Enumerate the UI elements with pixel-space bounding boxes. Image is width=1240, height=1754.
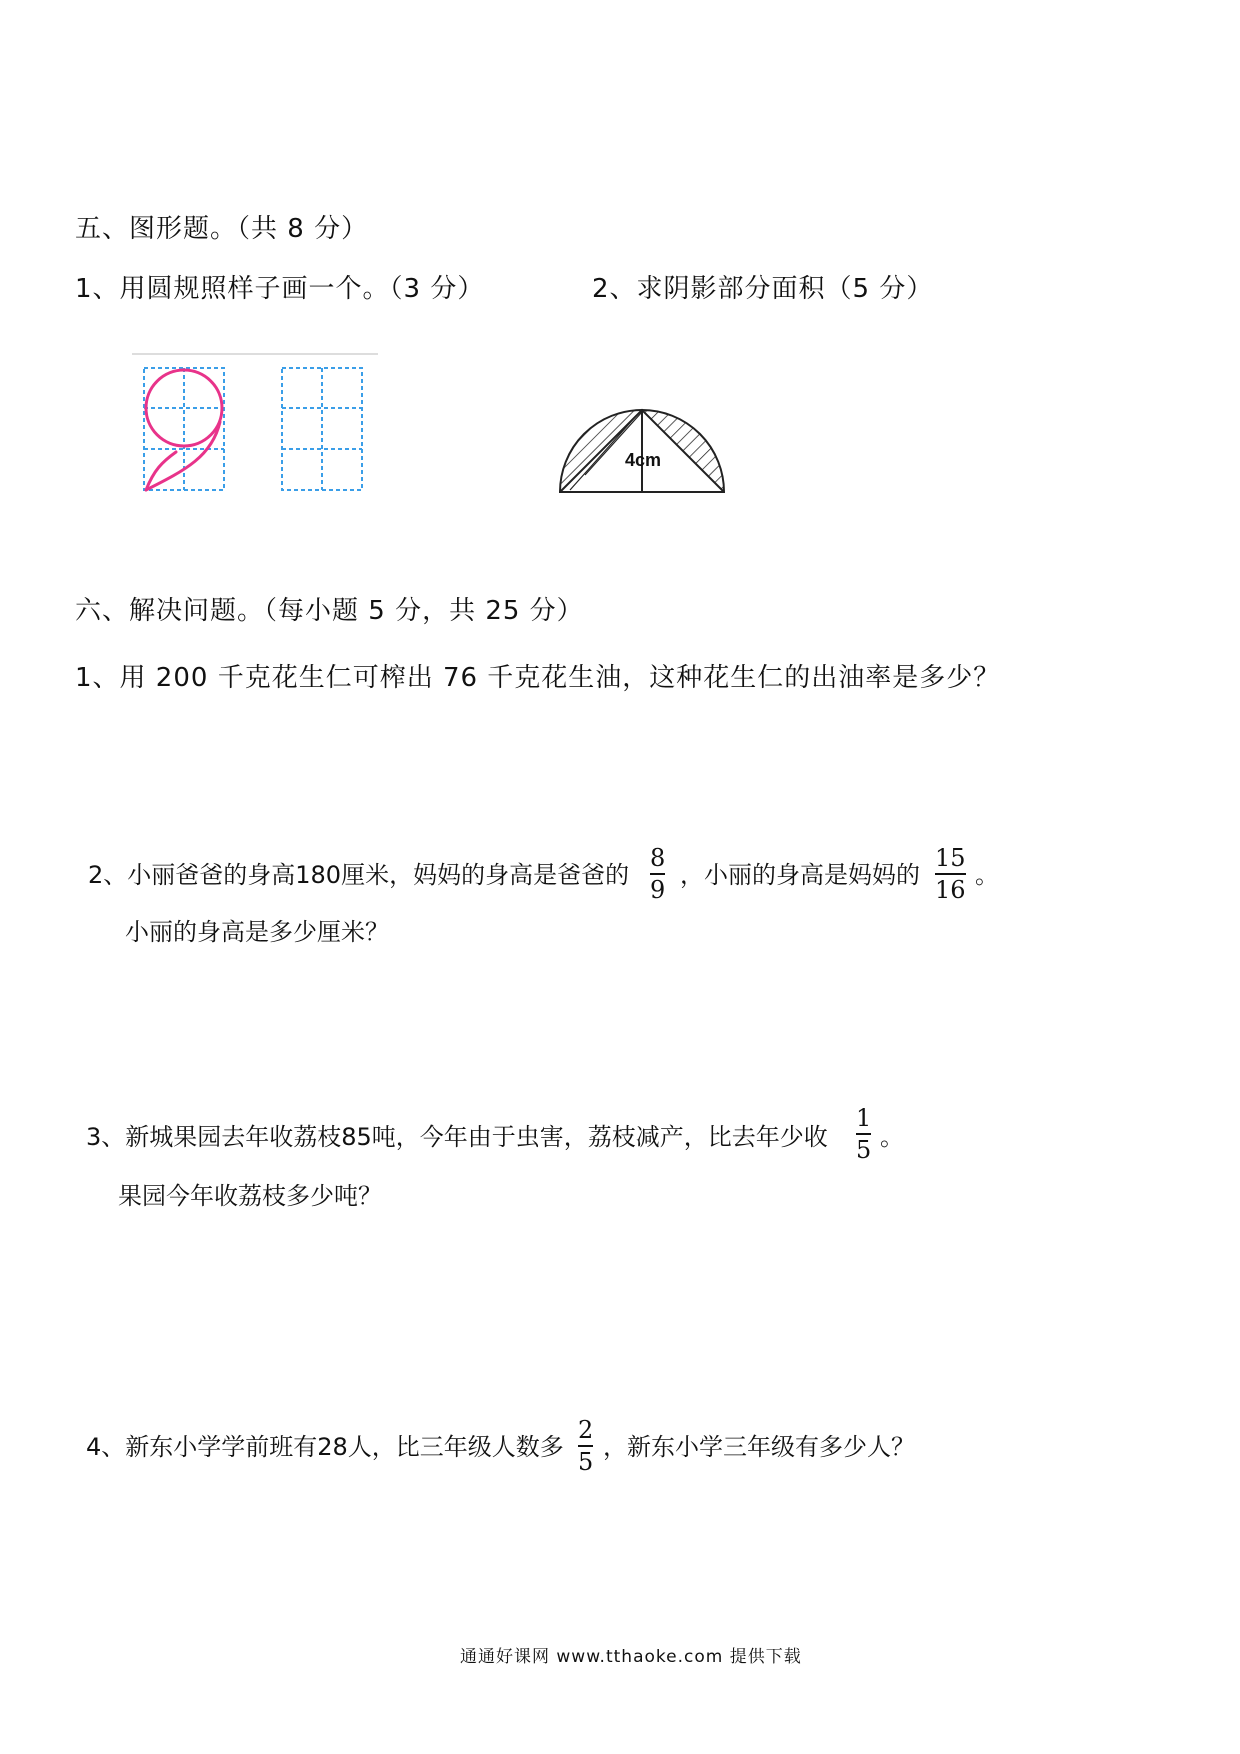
fraction-bar — [935, 873, 966, 875]
fraction-numerator: 8 — [650, 844, 666, 872]
figure-label: 4cm — [625, 450, 662, 470]
problem-2-fraction-a — [650, 846, 665, 902]
problem-4-fraction — [578, 1418, 593, 1474]
empty-grid — [282, 368, 362, 490]
fraction-bar — [650, 873, 665, 875]
problem-4-text-a: 4、新东小学学前班有28人，比三年级人数多 — [86, 1433, 564, 1461]
fraction-numerator: 15 — [935, 844, 966, 872]
fraction-denominator: 16 — [935, 876, 966, 904]
problem-2-line-2: 小丽的身高是多少厘米？ — [125, 918, 389, 946]
fraction-numerator: 2 — [578, 1416, 594, 1444]
problem-3-text-b: 。 — [880, 1123, 904, 1151]
problem-2-text-b: ，小丽的身高是妈妈的 — [680, 861, 920, 889]
fraction-bar — [856, 1133, 871, 1135]
problem-3-text-a: 3、新城果园去年收荔枝85吨，今年由于虫害，荔枝减产，比去年少收 — [86, 1123, 828, 1151]
page-footer: 通通好课网 www.tthaoke.com 提供下载 — [460, 1647, 802, 1667]
problem-4-text-b: ，新东小学三年级有多少人？ — [603, 1433, 915, 1461]
section5-question-1: 1、用圆规照样子画一个。（3 分） — [75, 274, 485, 304]
fraction-bar — [578, 1445, 593, 1447]
fraction-denominator: 5 — [578, 1448, 594, 1476]
problem-3-fraction — [856, 1106, 871, 1162]
problem-3-line-2: 果园今年收荔枝多少吨？ — [118, 1182, 382, 1210]
section5-heading: 五、图形题。（共 8 分） — [75, 214, 369, 244]
problem-2-text-c: 。 — [975, 861, 999, 889]
problem-2-fraction-b — [935, 846, 966, 902]
semicircle-figure — [555, 400, 735, 500]
fraction-denominator: 5 — [856, 1136, 872, 1164]
compass-sample-figure — [130, 352, 380, 502]
pink-nine-drawing — [146, 370, 222, 490]
section6-heading: 六、解决问题。（每小题 5 分，共 25 分） — [75, 596, 584, 626]
problem-2-text-a: 2、小丽爸爸的身高180厘米，妈妈的身高是爸爸的 — [88, 861, 630, 889]
section5-question-2: 2、求阴影部分面积（5 分） — [592, 274, 934, 304]
fraction-denominator: 9 — [650, 876, 666, 904]
problem-1: 1、用 200 千克花生仁可榨出 76 千克花生油，这种花生仁的出油率是多少？ — [75, 663, 1001, 693]
fraction-numerator: 1 — [856, 1104, 872, 1132]
